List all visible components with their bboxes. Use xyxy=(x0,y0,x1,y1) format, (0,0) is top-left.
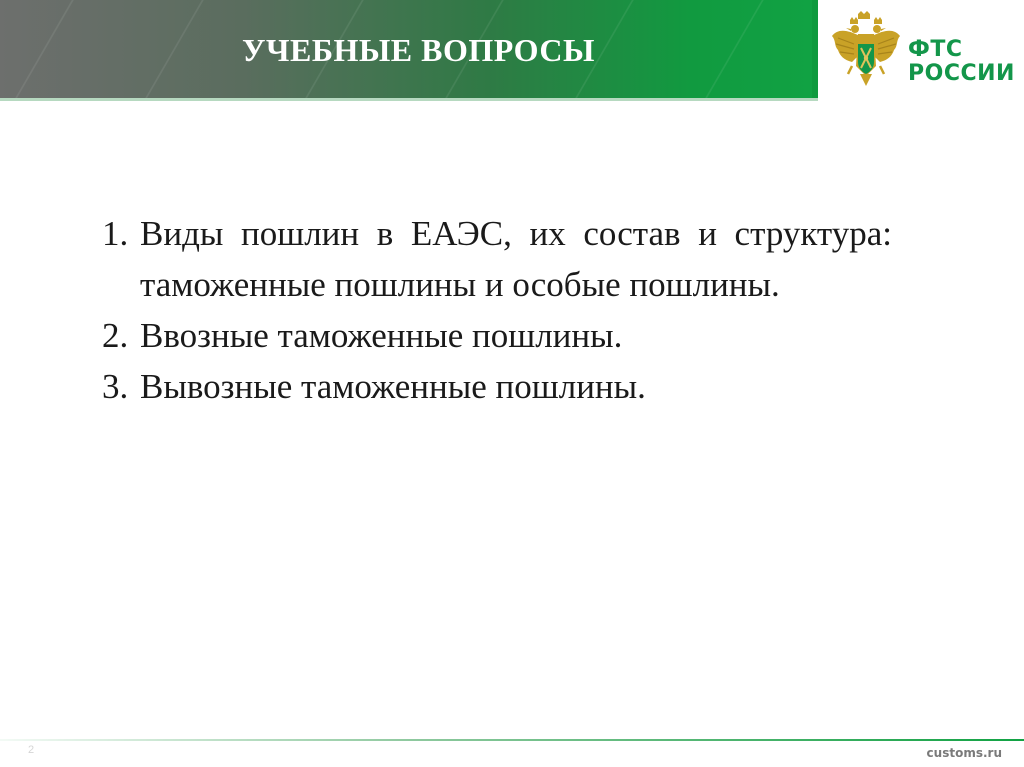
footer-divider xyxy=(0,739,1024,741)
question-item xyxy=(102,361,892,412)
question-text: Вывозные таможенные пошлины. xyxy=(140,367,646,406)
question-number: 2. xyxy=(102,316,129,355)
fts-logo xyxy=(830,10,1020,90)
logo-line-2: РОССИИ xyxy=(908,61,1015,86)
double-headed-eagle-icon xyxy=(830,10,902,90)
slide-number: 2 xyxy=(28,744,35,756)
question-item xyxy=(102,310,892,361)
logo-line-1: ФТС xyxy=(908,37,963,62)
question-text: Ввозные таможенные пошлины. xyxy=(140,316,623,355)
question-text: Виды пошлин в ЕАЭС, их состав и структура: таможенные пошлины и особые пошлины. xyxy=(140,214,892,304)
header-band xyxy=(0,0,812,98)
header-edge xyxy=(812,0,818,98)
header-divider xyxy=(0,98,818,101)
questions-list xyxy=(102,208,892,412)
slide-title: УЧЕБНЫЕ ВОПРОСЫ xyxy=(242,32,595,68)
logo-text xyxy=(908,38,1015,86)
question-item xyxy=(102,208,892,310)
question-number: 1. xyxy=(102,214,129,253)
question-number: 3. xyxy=(102,367,129,406)
footer-site-link[interactable]: customs.ru xyxy=(926,746,1002,760)
